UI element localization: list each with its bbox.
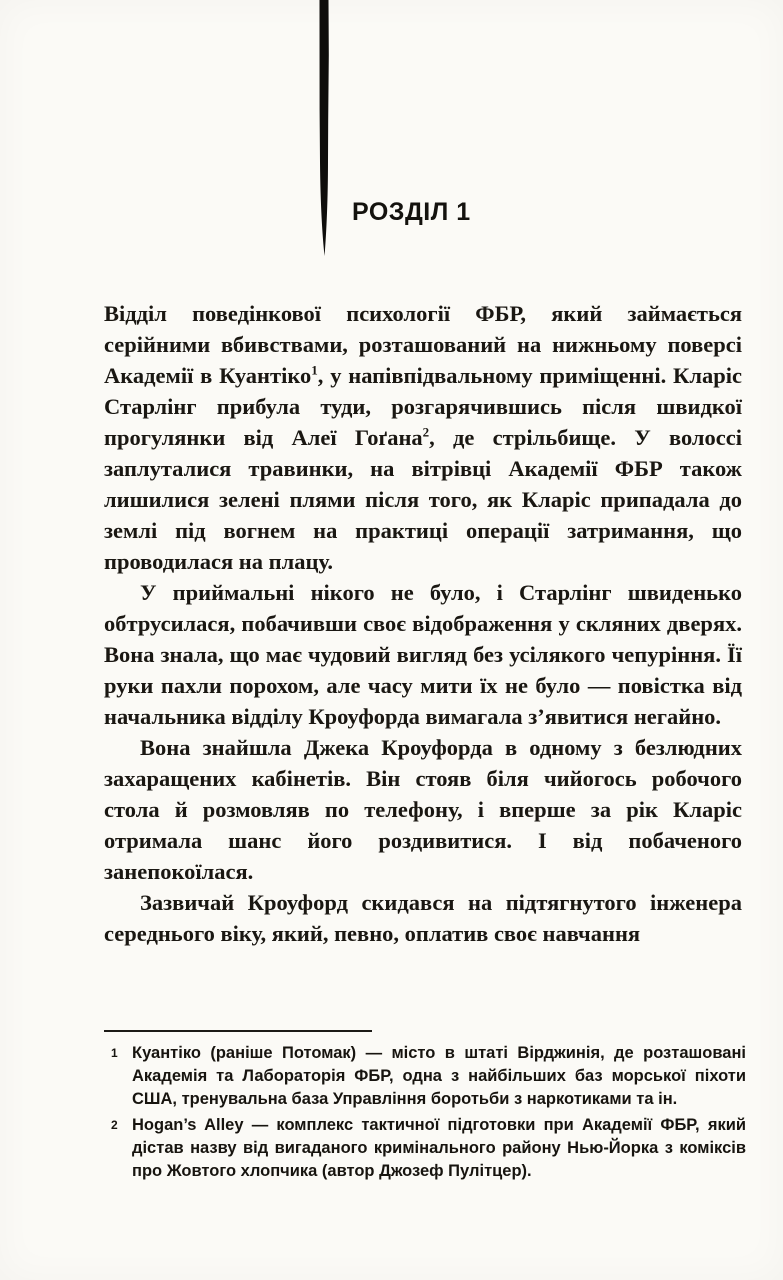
chapter-ornament-brush-stroke [317, 0, 331, 258]
paragraph-2: У приймальні нікого не було, і Старлінг швиденько обтрусилася, побачивши своє відображення у скляних дверях. Вона знала, що має чудовий вигляд без усілякого чепуріння. Її руки пахли порохом, але часу мити їх не було — повістка від начальника відділу Кроуфорда вимагала з’явитися негайно. [104, 580, 742, 729]
chapter-title: РОЗДІЛ 1 [352, 198, 471, 226]
footnote-ref-2: 2 [422, 424, 430, 440]
paragraph-3: Вона знайшла Джека Кроуфорда в одному з безлюдних захаращених кабінетів. Він стояв біля чийогось робочого стола й розмовляв по телефону, і вперше за рік Кларіс отримала шанс його роздивитися. І від побаченого занепокоїлася. [104, 735, 742, 884]
paragraph-4: Зазвичай Кроуфорд скидався на підтягнутого інженера середнього віку, який, певно, оплатив своє навчання [104, 890, 742, 946]
footnote-2-text: Hogan’s Alley — комплекс тактичної підготовки при Академії ФБР, який дістав назву від вигаданого кримінального району Нью-Йорка з коміксів про Жовтого хлопчика (автор Джозеф Пулітцер). [132, 1116, 746, 1180]
paragraph-1 [104, 298, 742, 577]
paragraph-1-text-a: Відділ поведінкової психології ФБР, який займається серійними вбивствами, розташований на нижньому поверсі Академії в Куантіко [104, 301, 742, 388]
footnote-1-marker: 1 [111, 1046, 118, 1060]
brush-stroke-icon [317, 0, 331, 258]
footnote-2 [104, 1114, 746, 1183]
paragraph-1-text-b: , у напівпідвальному приміщенні. Кларіс Старлінг прибула туди, розгарячившись після швидкої прогулянки від Алеї Гоґана [104, 363, 742, 450]
body-text [104, 298, 742, 949]
footnote-1-text: Куантіко (раніше Потомак) — місто в штаті Вірджинія, де розташовані Академія та Лабораторія ФБР, одна з найбільших баз морської піхоти США, тренувальна база Управління боротьби з наркотиками та ін. [132, 1044, 746, 1108]
footnote-2-marker: 2 [111, 1118, 118, 1132]
footnote-divider [104, 1030, 372, 1032]
paragraph-1-text-c: , де стрільбище. У волоссі заплуталися травинки, на вітрівці Академії ФБР також лишилися зелені плями після того, як Кларіс припадала до землі під вогнем на практиці операції затримання, що проводилася на плацу. [104, 425, 742, 574]
footnote-ref-1: 1 [311, 362, 318, 378]
footnote-1 [104, 1042, 746, 1111]
footnotes-section [104, 1030, 746, 1186]
